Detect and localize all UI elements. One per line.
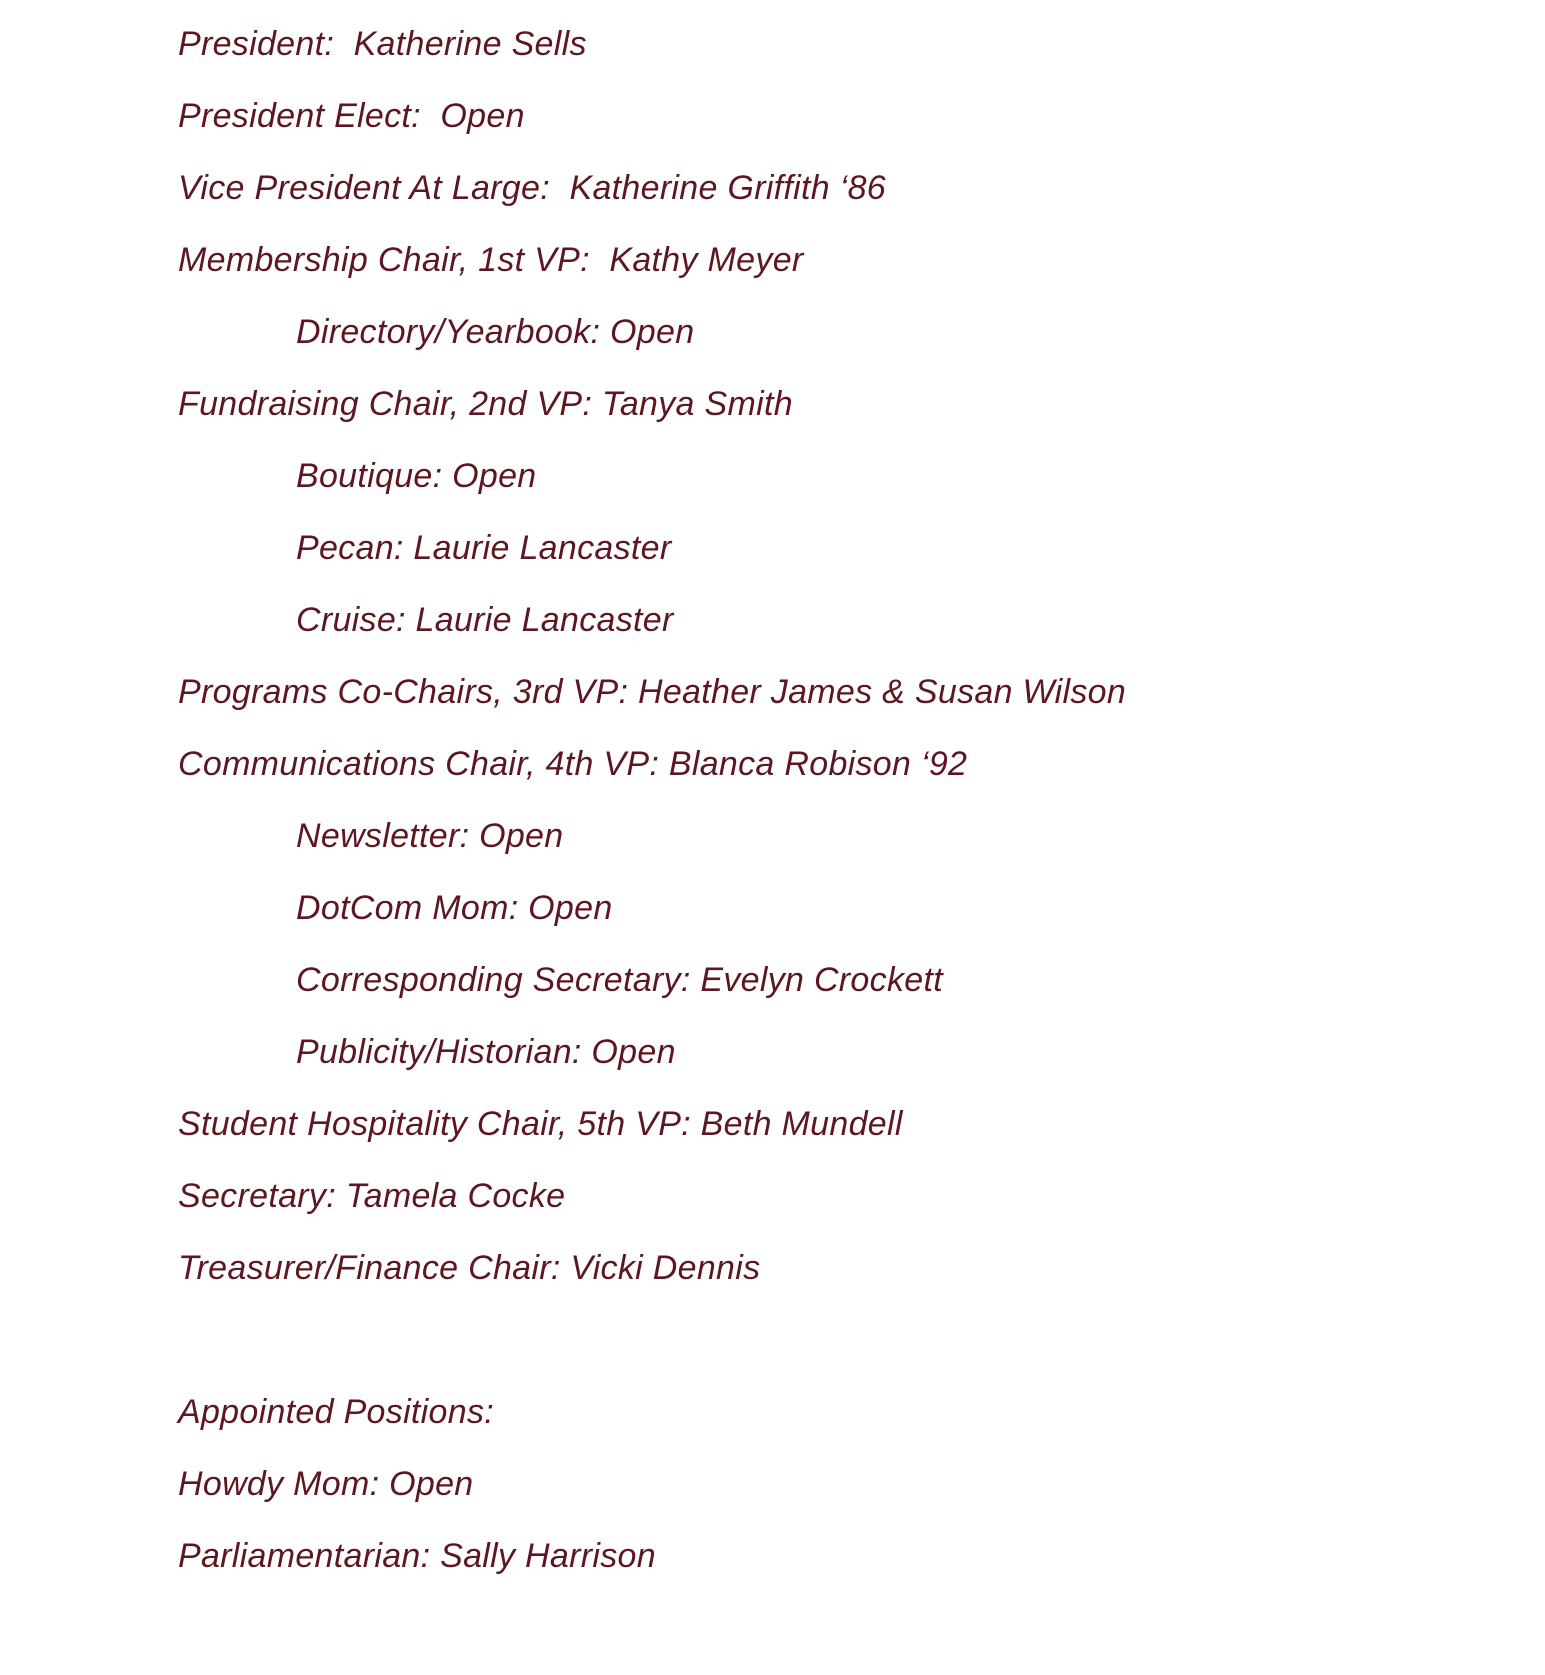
list-item: Student Hospitality Chair, 5th VP: Beth Mundell	[178, 1105, 903, 1143]
list-item: President Elect: Open	[178, 97, 525, 135]
list-item: Secretary: Tamela Cocke	[178, 1177, 566, 1215]
list-item: Newsletter: Open	[296, 817, 564, 855]
list-item: Howdy Mom: Open	[178, 1465, 474, 1503]
spacer-row	[178, 1304, 1545, 1376]
list-item: Parliamentarian: Sally Harrison	[178, 1537, 656, 1575]
list-item: Corresponding Secretary: Evelyn Crockett	[296, 961, 943, 999]
list-item: Treasurer/Finance Chair: Vicki Dennis	[178, 1249, 761, 1287]
list-item: President: Katherine Sells	[178, 25, 587, 63]
list-item: DotCom Mom: Open	[296, 889, 613, 927]
list-item: Fundraising Chair, 2nd VP: Tanya Smith	[178, 385, 793, 423]
list-item: Pecan: Laurie Lancaster	[296, 529, 672, 567]
list-item: Membership Chair, 1st VP: Kathy Meyer	[178, 241, 804, 279]
list-item: Boutique: Open	[296, 457, 537, 495]
list-item: Appointed Positions:	[178, 1393, 494, 1431]
list-item: Programs Co-Chairs, 3rd VP: Heather James & Susan Wilson	[178, 673, 1127, 711]
list-item: Publicity/Historian: Open	[296, 1033, 676, 1071]
list-item: Cruise: Laurie Lancaster	[296, 601, 674, 639]
list-item: Vice President At Large: Katherine Griffith ‘86	[178, 169, 886, 207]
list-item: Communications Chair, 4th VP: Blanca Robison ‘92	[178, 745, 968, 783]
list-item: Directory/Yearbook: Open	[296, 313, 695, 351]
